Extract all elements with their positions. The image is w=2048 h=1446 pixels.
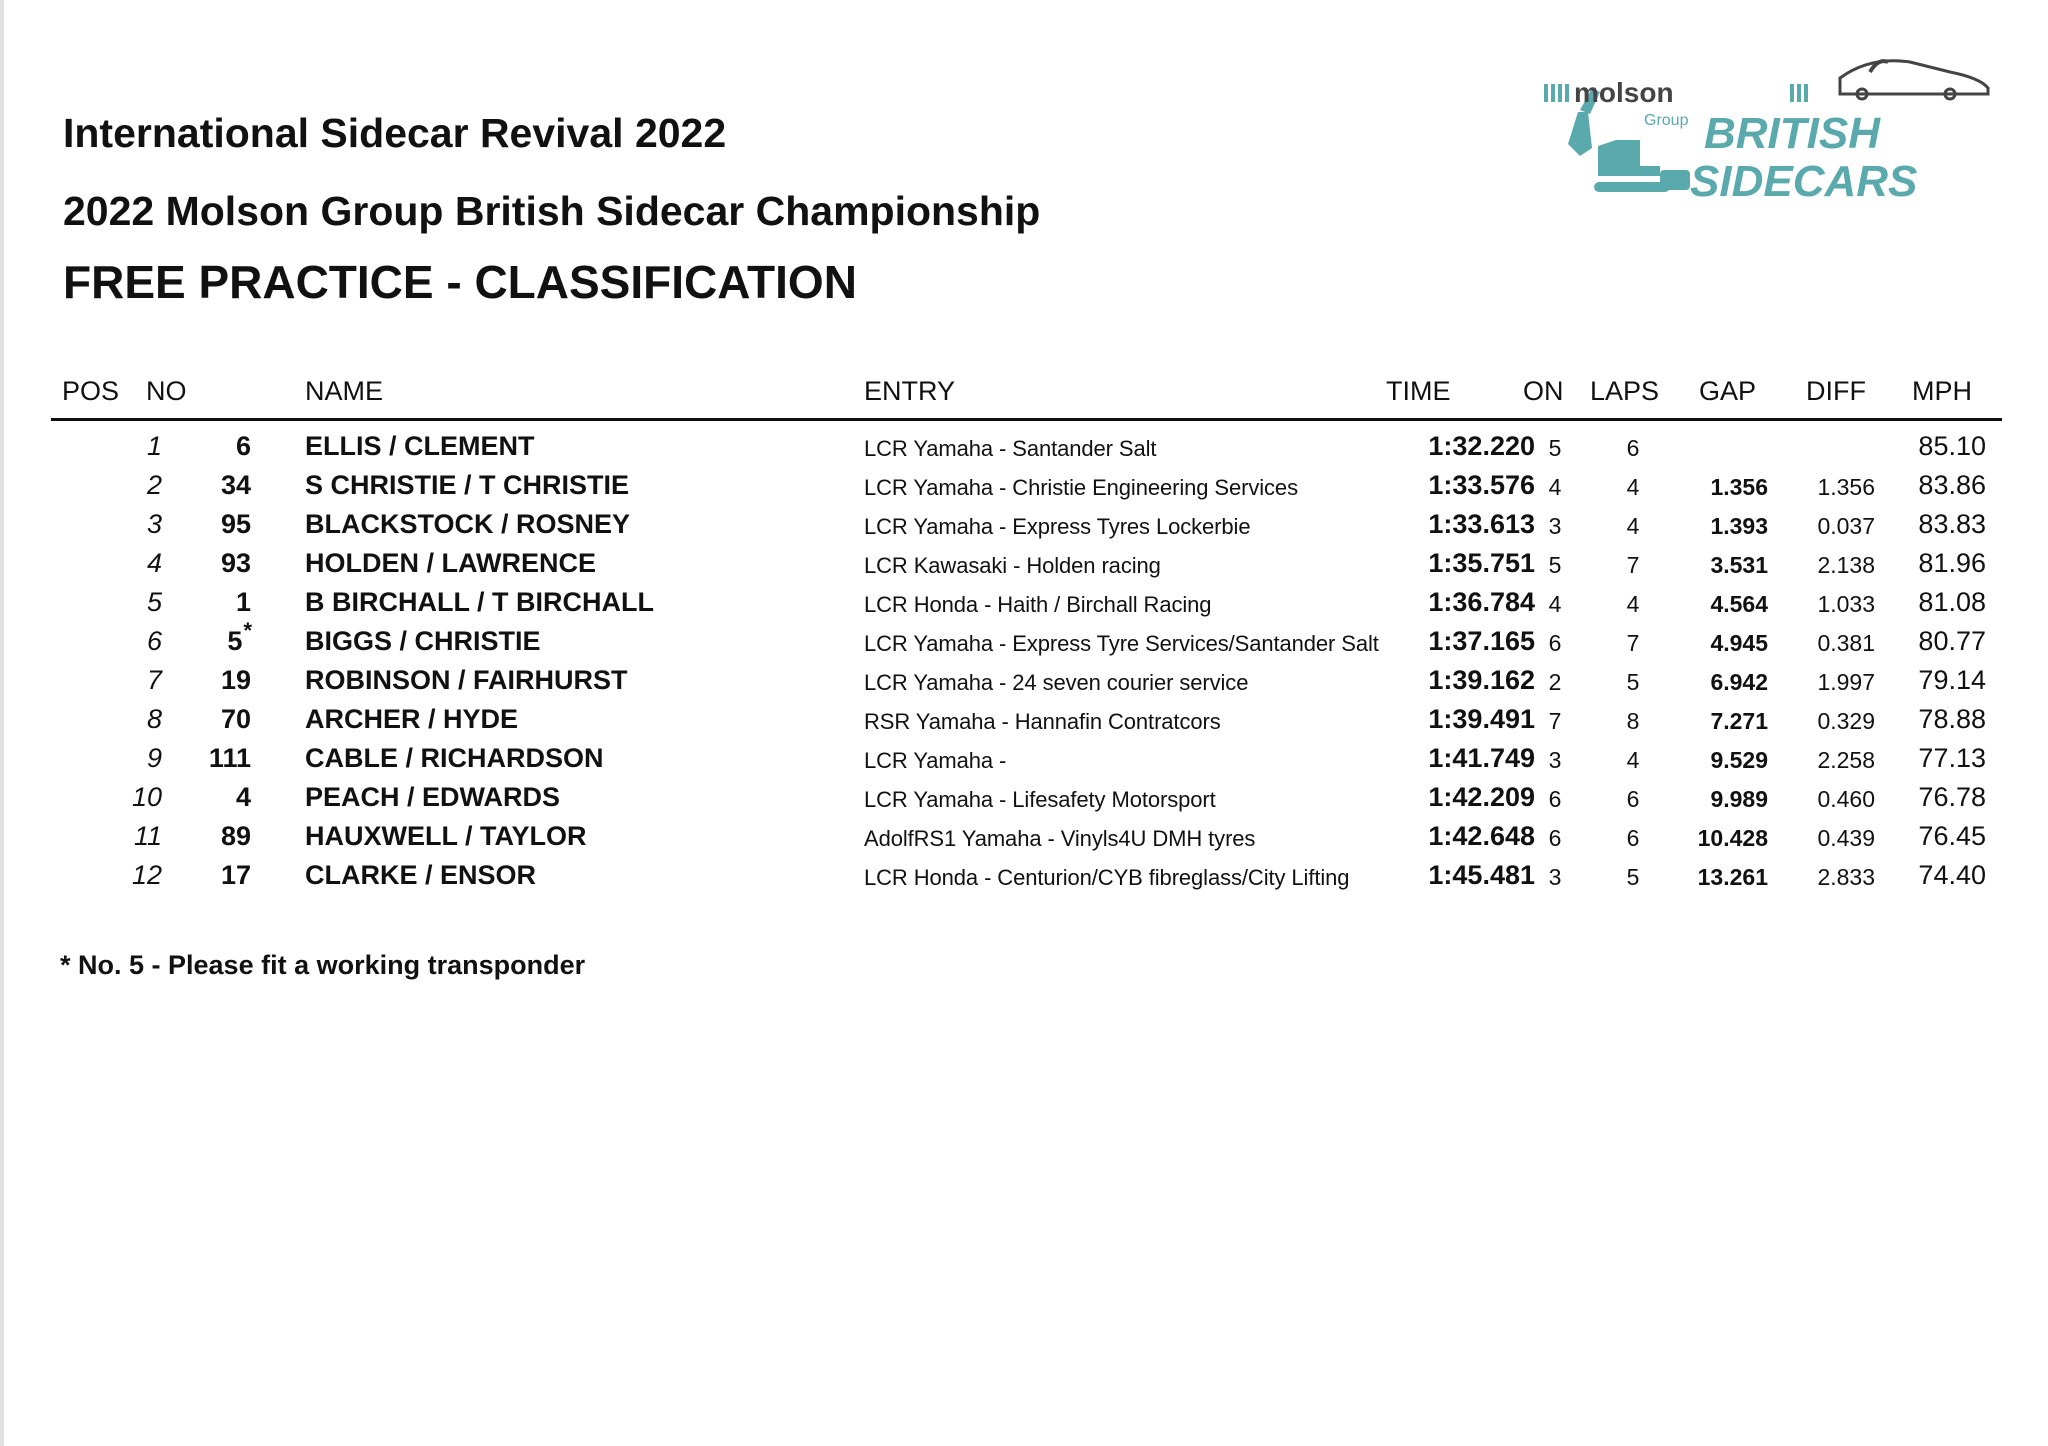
cell-gap: 4.564	[1710, 591, 1768, 617]
cell-laps: 6	[1626, 825, 1640, 851]
cell-diff: 0.460	[1817, 786, 1875, 812]
cell-mph: 81.08	[1918, 587, 1986, 617]
cell-diff: 1.356	[1817, 474, 1875, 500]
cell-laps: 7	[1626, 552, 1640, 578]
footnote: * No. 5 - Please fit a working transponder	[60, 950, 586, 980]
cell-pos: 9	[146, 743, 162, 773]
cell-gap: 9.529	[1710, 747, 1768, 773]
cell-name: HOLDEN / LAWRENCE	[305, 548, 597, 578]
cell-entry: RSR Yamaha - Hannafin Contratcors	[864, 709, 1221, 734]
cell-laps: 4	[1626, 747, 1640, 773]
cell-no-value: 19	[220, 665, 251, 695]
cell-no-value: 93	[220, 548, 251, 578]
cell-no-value: 95	[220, 509, 251, 539]
table-row	[51, 815, 2002, 854]
col-entry-header: ENTRY	[864, 376, 956, 406]
cell-gap: 9.989	[1710, 786, 1768, 812]
cell-time: 1:32.220	[1428, 431, 1535, 461]
cell-on: 4	[1548, 474, 1562, 500]
cell-no-value: 70	[220, 704, 251, 734]
cell-time: 1:33.613	[1428, 509, 1535, 539]
cell-on: 7	[1548, 708, 1562, 734]
cell-mph: 80.77	[1918, 626, 1986, 656]
table-row	[51, 776, 2002, 815]
cell-gap: 6.942	[1710, 669, 1768, 695]
cell-on: 4	[1548, 591, 1562, 617]
cell-name: PEACH / EDWARDS	[305, 782, 561, 812]
logo-brand-main2: SIDECARS	[1690, 157, 1918, 206]
event-title: International Sidecar Revival 2022	[63, 110, 727, 156]
table-row	[51, 503, 2002, 542]
cell-laps: 5	[1626, 669, 1640, 695]
cell-gap: 10.428	[1697, 825, 1768, 851]
cell-laps: 4	[1626, 474, 1640, 500]
cell-diff: 0.381	[1817, 630, 1875, 656]
cell-time: 1:42.648	[1428, 821, 1535, 851]
cell-pos: 8	[146, 704, 162, 734]
cell-pos: 12	[131, 860, 162, 890]
cell-on: 6	[1548, 825, 1562, 851]
cell-diff: 2.258	[1817, 747, 1875, 773]
cell-name: ROBINSON / FAIRHURST	[305, 665, 628, 695]
cell-time: 1:39.491	[1428, 704, 1535, 734]
page-edge	[0, 0, 4, 1446]
cell-no	[227, 618, 252, 657]
cell-no	[221, 665, 252, 696]
cell-no-value: 6	[235, 431, 251, 461]
cell-no-value: 1	[235, 587, 251, 617]
cell-gap: 13.261	[1697, 864, 1768, 890]
cell-mph: 83.86	[1918, 470, 1986, 500]
cell-pos: 7	[146, 665, 162, 695]
table-row	[51, 464, 2002, 503]
cell-laps: 7	[1626, 630, 1640, 656]
cell-on: 3	[1548, 864, 1562, 890]
logo-brand-top: molson	[1574, 77, 1674, 108]
cell-gap: 3.531	[1710, 552, 1768, 578]
cell-name: BIGGS / CHRISTIE	[305, 626, 541, 656]
table-row	[51, 659, 2002, 698]
cell-entry: LCR Honda - Haith / Birchall Racing	[864, 592, 1212, 617]
cell-no-value: 111	[208, 743, 251, 773]
table-row	[51, 620, 2002, 659]
cell-name: HAUXWELL / TAYLOR	[305, 821, 587, 851]
table-row	[51, 737, 2002, 776]
cell-on: 3	[1548, 513, 1562, 539]
cell-entry: LCR Yamaha - Express Tyre Services/Santander Salt	[864, 631, 1379, 656]
cell-mph: 76.78	[1918, 782, 1986, 812]
cell-name: S CHRISTIE / T CHRISTIE	[305, 470, 630, 500]
cell-no	[209, 743, 252, 774]
col-mph-header: MPH	[1912, 376, 1972, 406]
cell-time: 1:41.749	[1428, 743, 1535, 773]
cell-entry: LCR Yamaha - Express Tyres Lockerbie	[864, 514, 1251, 539]
col-diff-header: DIFF	[1806, 376, 1866, 406]
cell-pos: 10	[131, 782, 162, 812]
cell-no	[221, 470, 252, 501]
championship-title: 2022 Molson Group British Sidecar Championship	[63, 188, 1041, 234]
cell-pos: 2	[146, 470, 162, 500]
cell-pos: 1	[146, 431, 162, 461]
cell-no-mark: *	[243, 618, 252, 643]
cell-name: BLACKSTOCK / ROSNEY	[305, 509, 631, 539]
table-row	[51, 581, 2002, 620]
col-name-header: NAME	[305, 376, 384, 406]
cell-mph: 74.40	[1918, 860, 1986, 890]
cell-diff: 0.329	[1817, 708, 1875, 734]
cell-time: 1:45.481	[1428, 860, 1535, 890]
cell-entry: LCR Yamaha - Christie Engineering Services	[864, 475, 1298, 500]
cell-name: ARCHER / HYDE	[305, 704, 519, 734]
cell-entry: LCR Honda - Centurion/CYB fibreglass/City Lifting	[864, 865, 1350, 890]
table-row	[51, 425, 2002, 464]
cell-laps: 6	[1626, 786, 1640, 812]
cell-pos: 4	[146, 548, 162, 578]
cell-laps: 8	[1626, 708, 1640, 734]
table-header	[51, 368, 2002, 421]
cell-entry: LCR Yamaha - Santander Salt	[864, 436, 1157, 461]
cell-diff: 1.997	[1817, 669, 1875, 695]
table-body	[51, 421, 2002, 893]
cell-pos: 5	[146, 587, 162, 617]
cell-name: CABLE / RICHARDSON	[305, 743, 604, 773]
cell-no	[221, 509, 252, 540]
cell-gap: 1.356	[1710, 474, 1768, 500]
cell-mph: 79.14	[1918, 665, 1986, 695]
cell-no	[236, 782, 252, 813]
cell-time: 1:35.751	[1428, 548, 1535, 578]
col-on-header: ON	[1523, 376, 1564, 406]
cell-no	[221, 821, 252, 852]
cell-no	[221, 548, 252, 579]
cell-diff: 2.138	[1817, 552, 1875, 578]
cell-diff: 2.833	[1817, 864, 1875, 890]
cell-mph: 81.96	[1918, 548, 1986, 578]
cell-no-value: 89	[220, 821, 251, 851]
cell-time: 1:42.209	[1428, 782, 1535, 812]
cell-name: CLARKE / ENSOR	[305, 860, 537, 890]
cell-laps: 5	[1626, 864, 1640, 890]
cell-gap: 1.393	[1710, 513, 1768, 539]
cell-pos: 3	[146, 509, 162, 539]
cell-time: 1:36.784	[1428, 587, 1535, 617]
cell-mph: 77.13	[1918, 743, 1986, 773]
table-row	[51, 854, 2002, 893]
cell-entry: LCR Yamaha - 24 seven courier service	[864, 670, 1249, 695]
cell-entry: LCR Kawasaki - Holden racing	[864, 553, 1161, 578]
cell-entry: AdolfRS1 Yamaha - Vinyls4U DMH tyres	[864, 826, 1256, 851]
col-time-header: TIME	[1386, 376, 1451, 406]
cell-pos: 6	[146, 626, 162, 656]
molson-british-sidecars-logo	[1540, 48, 2000, 208]
cell-no-value: 17	[220, 860, 251, 890]
cell-no	[221, 704, 252, 735]
cell-on: 3	[1548, 747, 1562, 773]
cell-name: ELLIS / CLEMENT	[305, 431, 535, 461]
classification-table	[51, 368, 2002, 893]
cell-entry: LCR Yamaha - Lifesafety Motorsport	[864, 787, 1216, 812]
table-row	[51, 698, 2002, 737]
cell-pos: 11	[133, 821, 162, 851]
table-row	[51, 542, 2002, 581]
cell-diff: 1.033	[1817, 591, 1875, 617]
cell-time: 1:39.162	[1428, 665, 1535, 695]
cell-on: 6	[1548, 630, 1562, 656]
cell-laps: 4	[1626, 591, 1640, 617]
cell-on: 5	[1548, 552, 1562, 578]
col-laps-header: LAPS	[1590, 376, 1660, 406]
session-title: FREE PRACTICE - CLASSIFICATION	[63, 256, 857, 308]
cell-no-value: 4	[235, 782, 251, 812]
logo-brand-sub: Group	[1644, 112, 1689, 129]
cell-no-value: 5	[227, 626, 243, 656]
cell-no	[236, 431, 252, 462]
cell-no	[236, 587, 252, 618]
logo-brand-main: BRITISH	[1704, 109, 1880, 158]
cell-mph: 85.10	[1918, 431, 1986, 461]
cell-laps: 4	[1626, 513, 1640, 539]
cell-mph: 78.88	[1918, 704, 1986, 734]
cell-on: 5	[1548, 435, 1562, 461]
cell-entry: LCR Yamaha -	[864, 748, 1007, 773]
cell-gap: 7.271	[1710, 708, 1768, 734]
cell-name: B BIRCHALL / T BIRCHALL	[305, 587, 654, 617]
cell-diff: 0.037	[1817, 513, 1875, 539]
col-gap-header: GAP	[1699, 376, 1757, 406]
cell-laps: 6	[1626, 435, 1640, 461]
col-pos-header: POS	[62, 376, 120, 406]
cell-no	[221, 860, 252, 891]
cell-time: 1:37.165	[1428, 626, 1535, 656]
cell-gap: 4.945	[1710, 630, 1768, 656]
cell-diff: 0.439	[1817, 825, 1875, 851]
cell-mph: 76.45	[1918, 821, 1986, 851]
cell-on: 2	[1548, 669, 1562, 695]
col-no-header: NO	[146, 376, 187, 406]
cell-no-value: 34	[220, 470, 251, 500]
cell-mph: 83.83	[1918, 509, 1986, 539]
cell-on: 6	[1548, 786, 1562, 812]
cell-time: 1:33.576	[1428, 470, 1535, 500]
